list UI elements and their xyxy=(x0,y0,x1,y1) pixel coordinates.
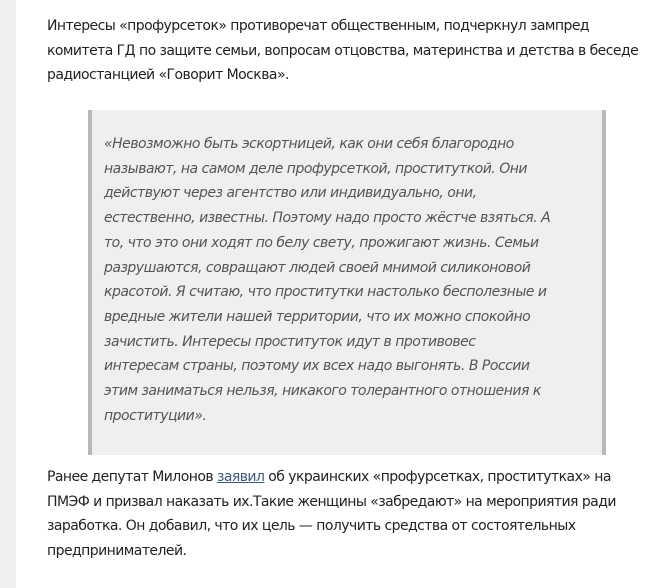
quote-text xyxy=(104,132,550,428)
quote-line: «Невозможно быть эскортницей, как они себя благородно xyxy=(104,136,514,152)
quote-line: вредные жители нашей территории, что их можно спокойно xyxy=(104,308,531,325)
paragraph-intro xyxy=(47,14,638,88)
text-segment: Ранее депутат Милонов xyxy=(47,469,217,485)
quote-line: этим заниматься нельзя, никакого толерантного отношения к xyxy=(104,383,541,400)
quote-line: разрушаются, совращают людей своей мнимой силиконовой xyxy=(104,259,531,276)
quote-line: красотой. Я считаю, что проститутки настолько бесполезные и xyxy=(104,284,547,301)
text-segment: об украинских «профурсетках, проститутках» на xyxy=(264,469,611,485)
quote-line: естественно, известны. Поэтому надо просто жёстче взяться. А xyxy=(104,210,551,227)
quote-line: зачистить. Интересы проституток идут в противовес xyxy=(104,333,476,350)
text-line: предпринимателей. xyxy=(47,542,187,559)
quote-line: то, что это они ходят по белу свету, прожигают жизнь. Семьи xyxy=(104,234,539,251)
text-line: Интересы «профурсеток» противоречат общественным, подчеркнул зампред xyxy=(47,18,590,34)
paragraph-followup xyxy=(47,465,616,563)
blockquote xyxy=(88,110,606,455)
quote-line: проституции». xyxy=(104,407,207,424)
quote-line: действуют через агентство или индивидуально, они, xyxy=(104,185,477,202)
text-line: ПМЭФ и призвал наказать их.Такие женщины «забредают» на мероприятия ради xyxy=(47,493,616,510)
text-line: радиостанцией «Говорит Москва». xyxy=(47,67,289,83)
text-line: комитета ГД по защите семьи, вопросам отцовства, материнства и детства в беседе xyxy=(47,42,639,59)
statement-link[interactable]: заявил xyxy=(216,469,265,485)
quote-line: интересам страны, поэтому их всех надо выгонять. В России xyxy=(104,358,530,375)
text-line: заработка. Он добавил, что их цель — получить средства от состоятельных xyxy=(47,518,576,534)
quote-line: называют, на самом деле профурсеткой, проституткой. Они xyxy=(104,160,527,177)
left-margin-strip xyxy=(0,0,16,588)
text-line xyxy=(47,465,616,490)
